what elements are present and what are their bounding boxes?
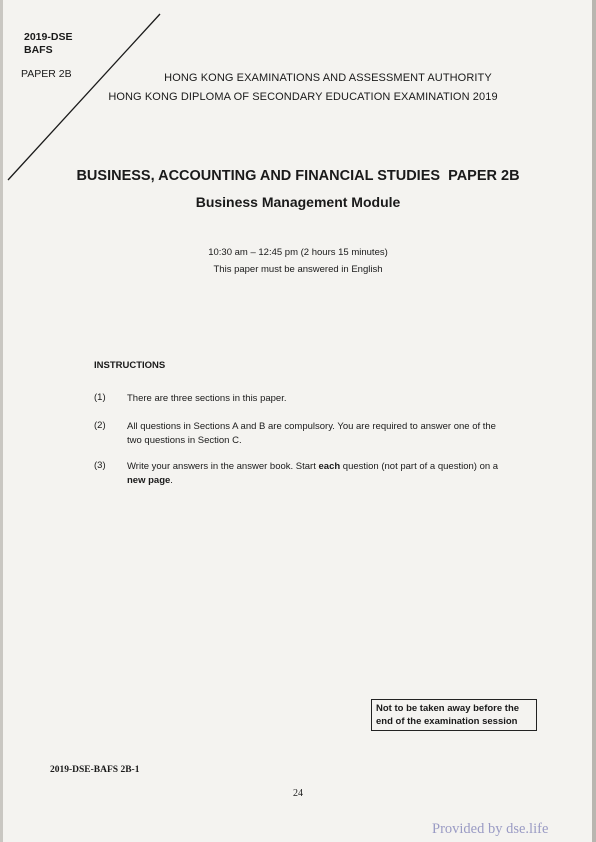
instruction-text-part: question (not part of a question) on a bbox=[340, 461, 499, 472]
instruction-number: (3) bbox=[94, 460, 106, 471]
instruction-number: (1) bbox=[94, 392, 106, 403]
notice-box: Not to be taken away before the end of the examination session bbox=[371, 699, 537, 731]
instruction-text-part: . bbox=[170, 475, 173, 486]
exam-header: HONG KONG DIPLOMA OF SECONDARY EDUCATION EXAMINATION 2019 bbox=[108, 91, 498, 103]
corner-code bbox=[24, 31, 72, 57]
watermark-link[interactable]: Provided by dse.life bbox=[432, 821, 549, 837]
language-note: This paper must be answered in English bbox=[213, 264, 383, 275]
instruction-text bbox=[127, 460, 507, 488]
corner-code-line2: BAFS bbox=[24, 44, 53, 56]
instruction-text: There are three sections in this paper. bbox=[127, 393, 287, 404]
instructions-heading: INSTRUCTIONS bbox=[94, 360, 166, 371]
instruction-text-part: Write your answers in the answer book. Start bbox=[127, 461, 319, 472]
corner-paper: PAPER 2B bbox=[21, 68, 72, 80]
page-title: BUSINESS, ACCOUNTING AND FINANCIAL STUDIES PAPER 2B bbox=[76, 168, 520, 184]
instruction-text: All questions in Sections A and B are compulsory. You are required to answer one of the two questions in Section C. bbox=[127, 421, 496, 446]
instruction-number: (2) bbox=[94, 420, 106, 431]
footer-code: 2019-DSE-BAFS 2B-1 bbox=[50, 765, 140, 775]
instruction-emphasis: new page bbox=[127, 475, 171, 486]
instruction-emphasis: each bbox=[318, 461, 341, 472]
page-number: 24 bbox=[293, 788, 303, 799]
exam-time: 10:30 am – 12:45 pm (2 hours 15 minutes) bbox=[208, 247, 388, 258]
corner-code-line1: 2019-DSE bbox=[24, 31, 73, 43]
authority-header: HONG KONG EXAMINATIONS AND ASSESSMENT AUTHORITY bbox=[164, 72, 492, 84]
module-subtitle: Business Management Module bbox=[195, 194, 401, 210]
